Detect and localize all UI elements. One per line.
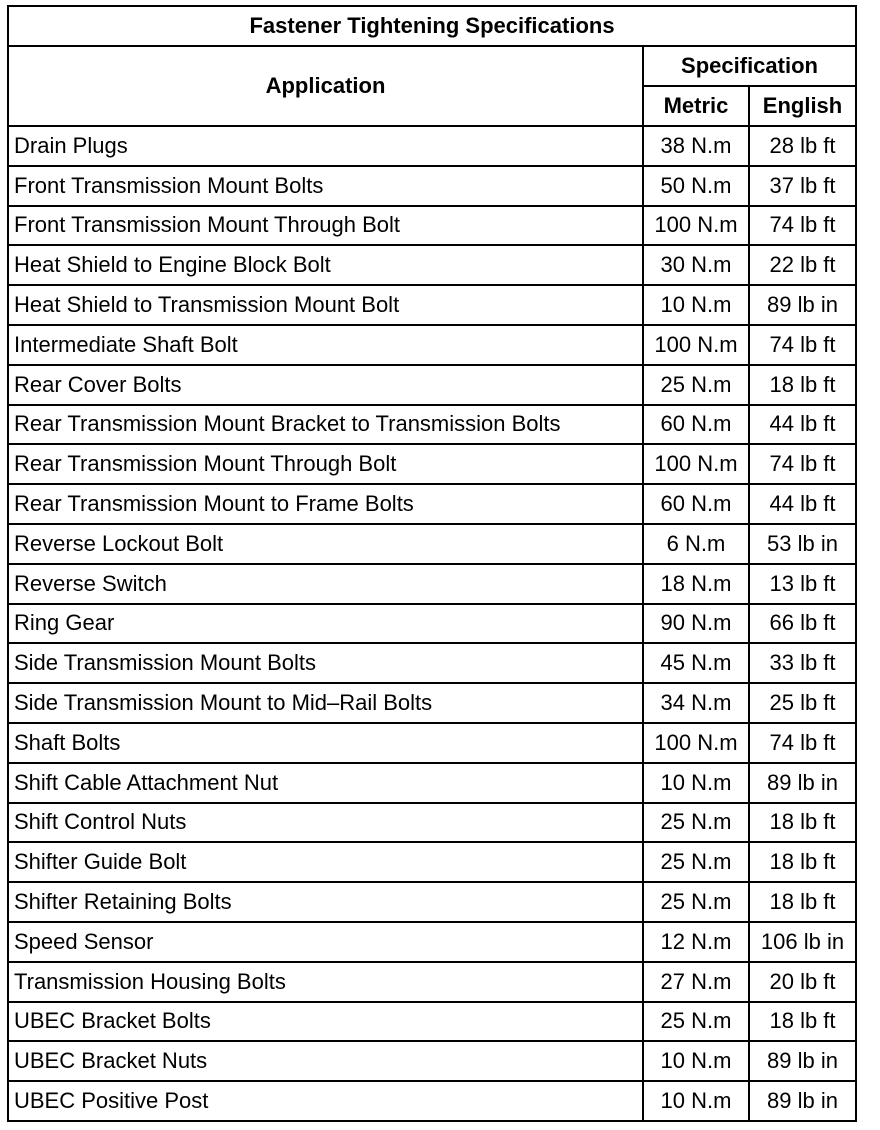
table-row [8,723,856,763]
metric-header: Metric [643,86,749,126]
table-row [8,126,856,166]
english-cell: 44 lb ft [749,484,856,524]
table-row [8,564,856,604]
table-row [8,763,856,803]
metric-cell: 27 N.m [643,962,749,1002]
english-cell: 89 lb in [749,1041,856,1081]
metric-cell: 25 N.m [643,842,749,882]
table-row [8,962,856,1002]
fastener-spec-table [7,5,857,1122]
metric-cell: 10 N.m [643,285,749,325]
table-row [8,405,856,445]
specification-header-row [8,46,856,86]
metric-cell: 18 N.m [643,564,749,604]
application-cell: Side Transmission Mount Bolts [8,643,643,683]
english-cell: 66 lb ft [749,604,856,644]
english-cell: 106 lb in [749,922,856,962]
metric-cell: 10 N.m [643,1081,749,1121]
metric-cell: 50 N.m [643,166,749,206]
table-row [8,922,856,962]
english-cell: 18 lb ft [749,803,856,843]
application-cell: Front Transmission Mount Through Bolt [8,206,643,246]
application-cell: Front Transmission Mount Bolts [8,166,643,206]
metric-cell: 100 N.m [643,206,749,246]
application-header: Application [8,46,643,126]
application-cell: Intermediate Shaft Bolt [8,325,643,365]
application-cell: Rear Transmission Mount to Frame Bolts [8,484,643,524]
application-cell: Rear Transmission Mount Bracket to Transmission Bolts [8,405,643,445]
metric-cell: 6 N.m [643,524,749,564]
english-cell: 20 lb ft [749,962,856,1002]
application-cell: Reverse Lockout Bolt [8,524,643,564]
metric-cell: 38 N.m [643,126,749,166]
metric-cell: 30 N.m [643,245,749,285]
table-row [8,683,856,723]
application-cell: Rear Transmission Mount Through Bolt [8,444,643,484]
table-row [8,444,856,484]
english-cell: 89 lb in [749,1081,856,1121]
english-cell: 33 lb ft [749,643,856,683]
metric-cell: 25 N.m [643,1002,749,1042]
english-cell: 53 lb in [749,524,856,564]
english-cell: 18 lb ft [749,1002,856,1042]
table-row [8,604,856,644]
english-cell: 74 lb ft [749,325,856,365]
table-row [8,882,856,922]
table-title: Fastener Tightening Specifications [8,6,856,46]
application-cell: Shifter Retaining Bolts [8,882,643,922]
application-cell: Transmission Housing Bolts [8,962,643,1002]
english-header: English [749,86,856,126]
table-header [8,6,856,126]
english-cell: 89 lb in [749,285,856,325]
metric-cell: 25 N.m [643,882,749,922]
application-cell: Heat Shield to Engine Block Bolt [8,245,643,285]
table-row [8,245,856,285]
english-cell: 44 lb ft [749,405,856,445]
metric-cell: 25 N.m [643,365,749,405]
metric-cell: 100 N.m [643,723,749,763]
table-row [8,285,856,325]
application-cell: Shifter Guide Bolt [8,842,643,882]
english-cell: 37 lb ft [749,166,856,206]
english-cell: 28 lb ft [749,126,856,166]
metric-cell: 100 N.m [643,444,749,484]
metric-cell: 60 N.m [643,405,749,445]
table-row [8,365,856,405]
english-cell: 74 lb ft [749,206,856,246]
table-row [8,1081,856,1121]
english-cell: 22 lb ft [749,245,856,285]
application-cell: Drain Plugs [8,126,643,166]
metric-cell: 45 N.m [643,643,749,683]
table-row [8,1002,856,1042]
application-cell: Rear Cover Bolts [8,365,643,405]
table-row [8,484,856,524]
metric-cell: 12 N.m [643,922,749,962]
metric-cell: 10 N.m [643,1041,749,1081]
table-row [8,842,856,882]
application-cell: Side Transmission Mount to Mid–Rail Bolts [8,683,643,723]
table-row [8,166,856,206]
table-row [8,1041,856,1081]
application-cell: Ring Gear [8,604,643,644]
metric-cell: 90 N.m [643,604,749,644]
metric-cell: 100 N.m [643,325,749,365]
english-cell: 18 lb ft [749,882,856,922]
application-cell: Heat Shield to Transmission Mount Bolt [8,285,643,325]
application-cell: Shaft Bolts [8,723,643,763]
application-cell: Reverse Switch [8,564,643,604]
application-cell: Speed Sensor [8,922,643,962]
table-row [8,803,856,843]
application-cell: UBEC Bracket Bolts [8,1002,643,1042]
application-cell: UBEC Bracket Nuts [8,1041,643,1081]
table-row [8,206,856,246]
title-row [8,6,856,46]
specification-header: Specification [643,46,856,86]
english-cell: 74 lb ft [749,723,856,763]
table-row [8,325,856,365]
english-cell: 74 lb ft [749,444,856,484]
table-row [8,643,856,683]
english-cell: 18 lb ft [749,365,856,405]
application-cell: Shift Cable Attachment Nut [8,763,643,803]
english-cell: 25 lb ft [749,683,856,723]
metric-cell: 10 N.m [643,763,749,803]
application-cell: Shift Control Nuts [8,803,643,843]
table-body [8,126,856,1121]
table-row [8,524,856,564]
application-cell: UBEC Positive Post [8,1081,643,1121]
english-cell: 18 lb ft [749,842,856,882]
metric-cell: 25 N.m [643,803,749,843]
english-cell: 13 lb ft [749,564,856,604]
metric-cell: 34 N.m [643,683,749,723]
metric-cell: 60 N.m [643,484,749,524]
english-cell: 89 lb in [749,763,856,803]
